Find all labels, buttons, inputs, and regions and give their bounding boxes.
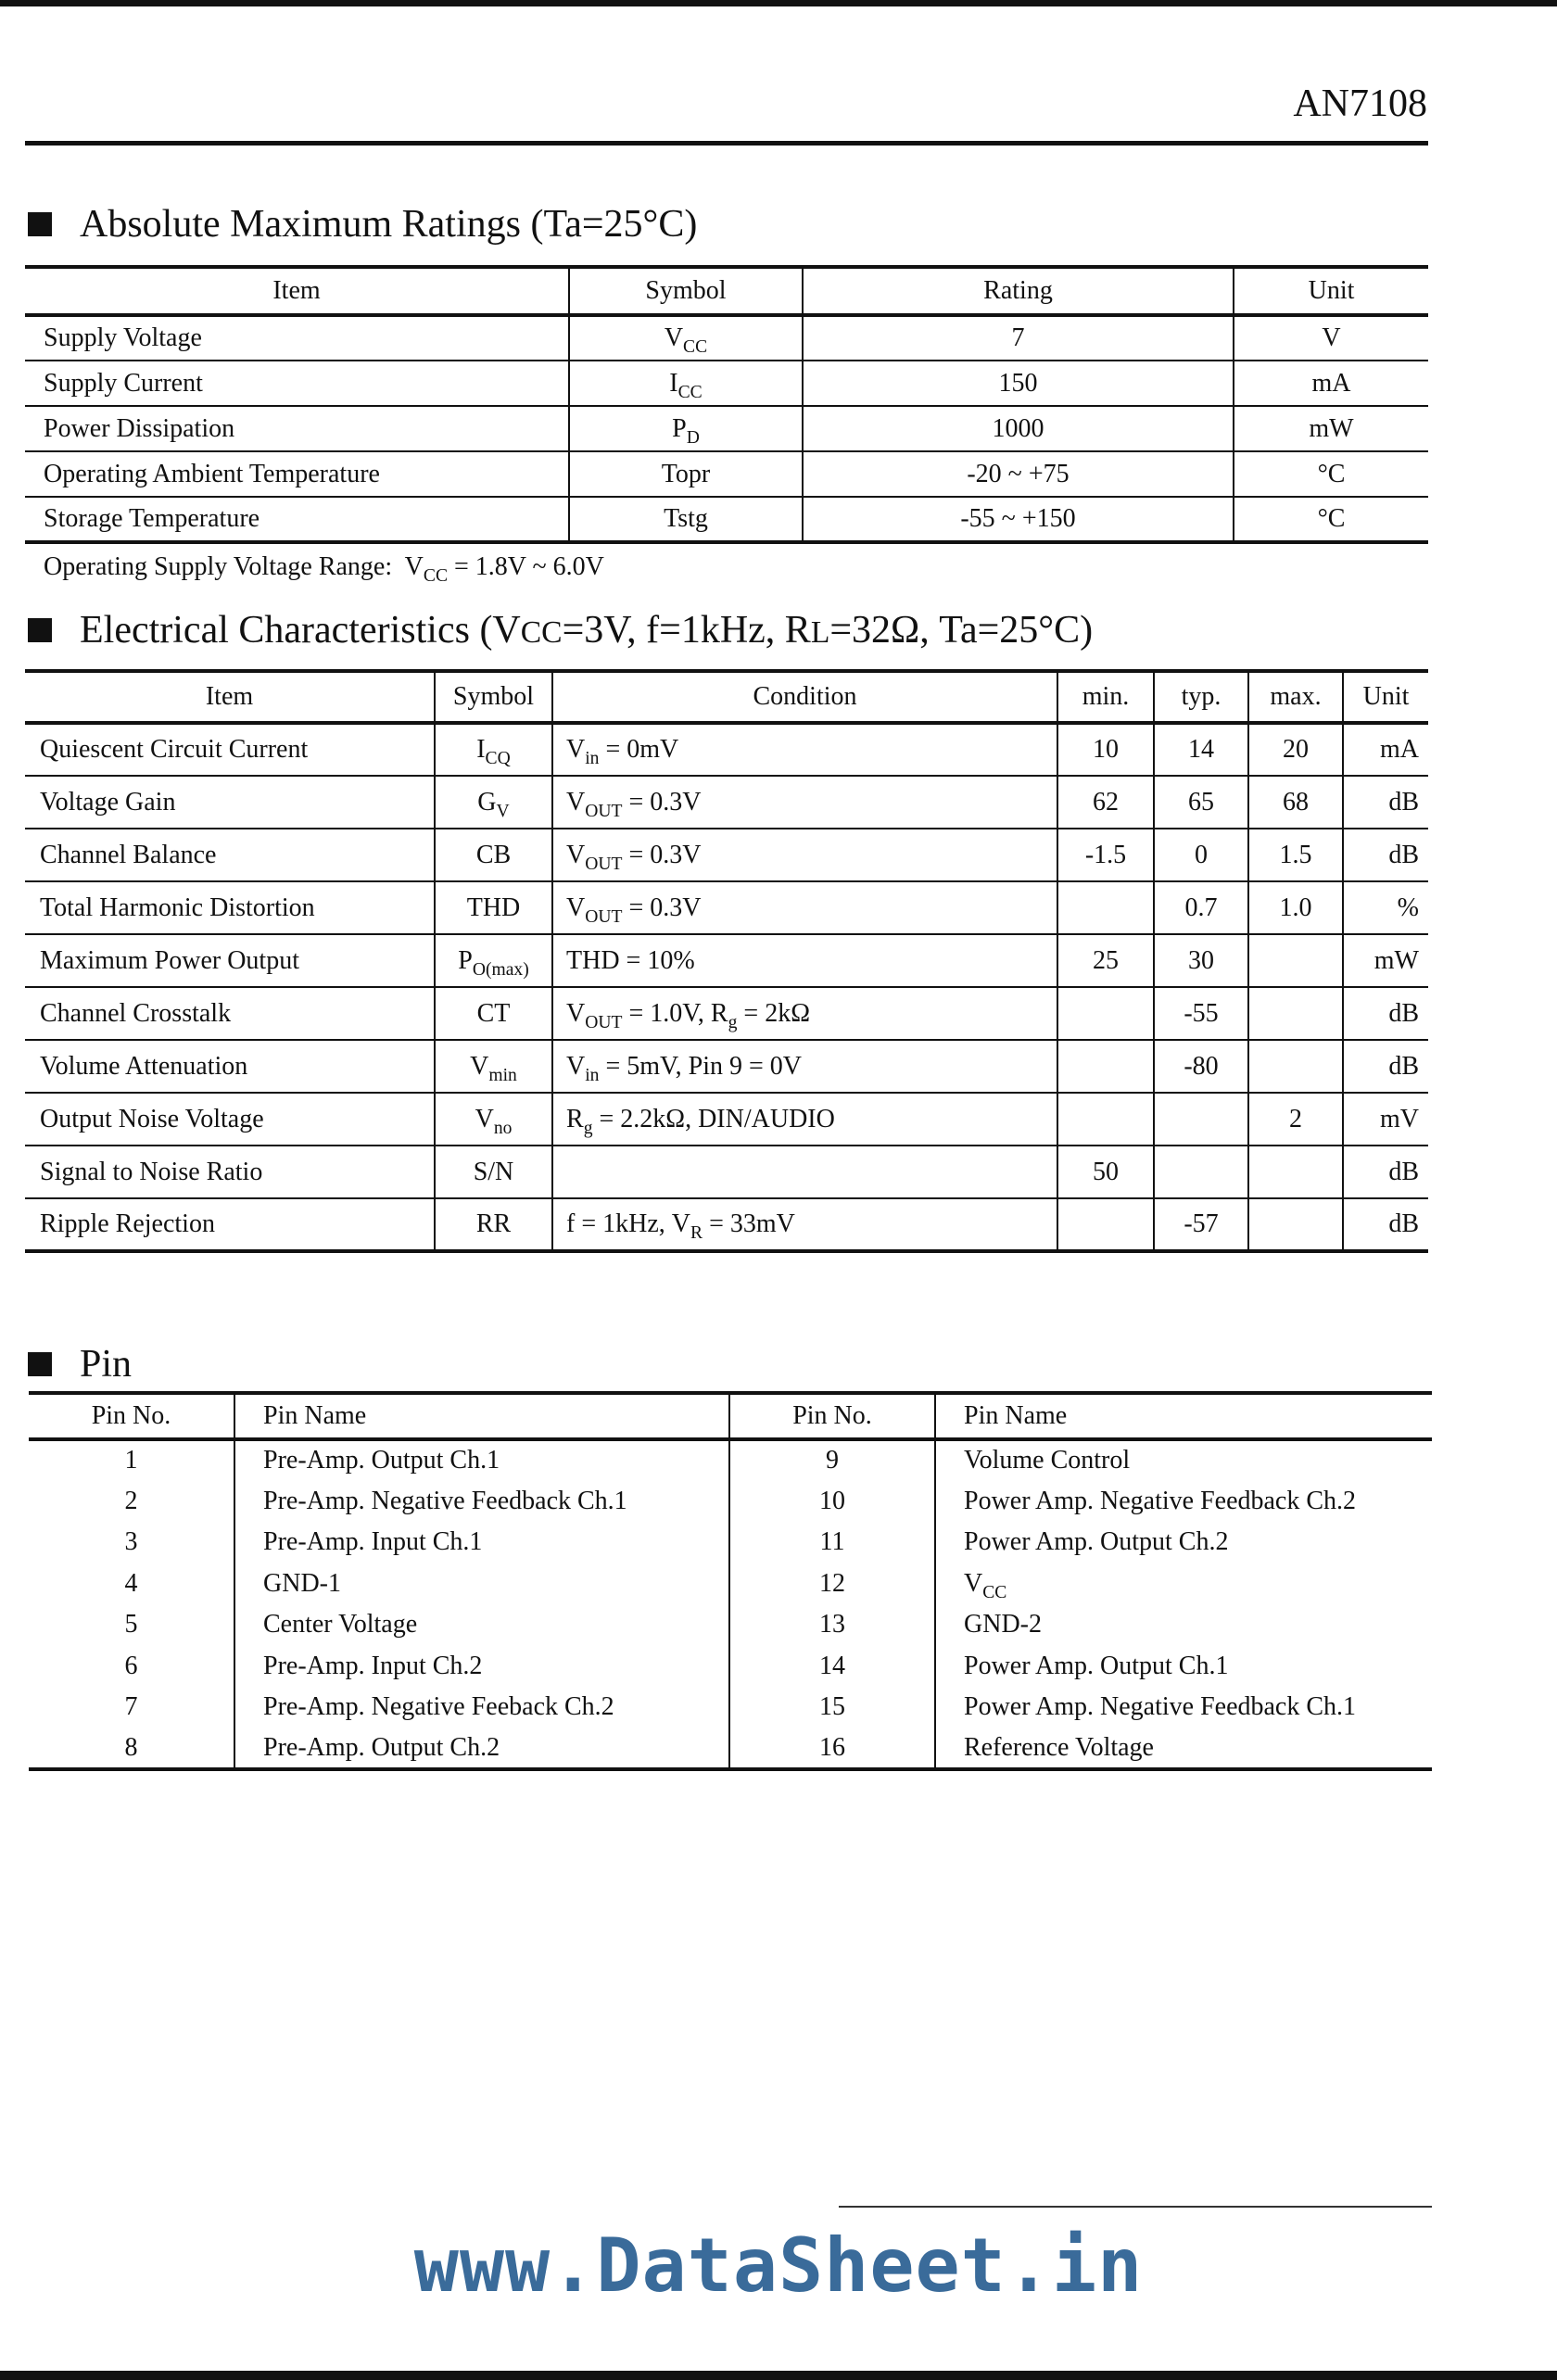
table-row: Quiescent Circuit Current $I_{CQ}$ $V_{in} = 0mV$ 10 14 20 mA xyxy=(25,723,1428,776)
section-bullet-icon xyxy=(28,618,52,642)
table-row: Storage Temperature Tstg -55 ~ +150 °C xyxy=(25,497,1428,542)
table-row: Volume Attenuation $V_{min}$ $V_{in} = 5mV$, Pin 9 = 0V -80 dB xyxy=(25,1040,1428,1093)
footer-rule xyxy=(839,2206,1432,2208)
part-number: AN7108 xyxy=(1293,82,1427,125)
abs-max-table xyxy=(25,265,1428,544)
table-header xyxy=(25,267,1428,315)
col-symbol: Symbol xyxy=(569,267,803,315)
table-row: Ripple Rejection RR f = 1kHz, $V_R = 33mV$ -57 dB xyxy=(25,1198,1428,1251)
table-row: 2 Pre-Amp. Negative Feedback Ch.1 10 Power Amp. Negative Feedback Ch.2 xyxy=(29,1481,1432,1523)
table-row: Channel Crosstalk CT $V_{OUT} = 1.0V$, $R_g = 2k\Omega$ -55 dB xyxy=(25,987,1428,1040)
table-row: 7 Pre-Amp. Negative Feeback Ch.2 15 Power Amp. Negative Feedback Ch.1 xyxy=(29,1687,1432,1728)
elec-heading xyxy=(28,608,1093,652)
table-row: 6 Pre-Amp. Input Ch.2 14 Power Amp. Output Ch.1 xyxy=(29,1646,1432,1688)
table-header: Pin No. Pin Name Pin No. Pin Name xyxy=(29,1393,1432,1439)
elec-table xyxy=(25,669,1428,1253)
col-rating: Rating xyxy=(803,267,1234,315)
abs-max-heading xyxy=(28,202,697,247)
table-row: 4 GND-1 12 $V_{CC}$ xyxy=(29,1563,1432,1605)
table-header: Item Symbol Condition min. typ. max. Unit xyxy=(25,671,1428,723)
table-row: Power Dissipation $P_D$ 1000 mW xyxy=(25,406,1428,451)
pin-heading xyxy=(28,1342,132,1386)
col-unit: Unit xyxy=(1234,267,1428,315)
pin-title: Pin xyxy=(80,1343,133,1386)
table-row: 1 Pre-Amp. Output Ch.1 9 Volume Control xyxy=(29,1439,1432,1481)
table-row: Channel Balance CB $V_{OUT} = 0.3V$ -1.5 0 1.5 dB xyxy=(25,829,1428,881)
supply-range-note: Operating Supply Voltage Range: $V_{CC} = 1.8V$ ~ 6.0V xyxy=(44,552,604,586)
table-row: 5 Center Voltage 13 GND-2 xyxy=(29,1604,1432,1646)
top-border xyxy=(0,0,1557,6)
table-row: Supply Current $I_{CC}$ 150 mA xyxy=(25,361,1428,406)
section-bullet-icon xyxy=(28,212,52,236)
table-row: Voltage Gain $G_V$ $V_{OUT} = 0.3V$ 62 65 68 dB xyxy=(25,776,1428,829)
table-row: Operating Ambient Temperature Topr -20 ~ +75 °C xyxy=(25,451,1428,497)
site-watermark: www.DataSheet.in xyxy=(413,2222,1144,2309)
table-row: 3 Pre-Amp. Input Ch.1 11 Power Amp. Output Ch.2 xyxy=(29,1522,1432,1563)
table-row: Supply Voltage $V_{CC}$ 7 V xyxy=(25,315,1428,361)
table-row: Signal to Noise Ratio S/N 50 dB xyxy=(25,1146,1428,1198)
col-item: Item xyxy=(25,267,569,315)
table-row: 8 Pre-Amp. Output Ch.2 16 Reference Voltage xyxy=(29,1728,1432,1770)
abs-max-title: Absolute Maximum Ratings (Ta=25°C) xyxy=(80,203,698,246)
section-bullet-icon xyxy=(28,1352,52,1376)
elec-title: Electrical Characteristics (VCC=3V, f=1kHz, RL=32Ω, Ta=25°C) xyxy=(80,609,1094,652)
bottom-border xyxy=(0,2371,1557,2380)
table-row: Output Noise Voltage $V_{no}$ $R_g = 2.2k\Omega$, DIN/AUDIO 2 mV xyxy=(25,1093,1428,1146)
table-row: Maximum Power Output $P_{O(max)}$ THD = 10% 25 30 mW xyxy=(25,934,1428,987)
table-row: Total Harmonic Distortion THD $V_{OUT} = 0.3V$ 0.7 1.0 % xyxy=(25,881,1428,934)
header-rule xyxy=(25,141,1428,146)
pin-table xyxy=(29,1391,1432,1771)
